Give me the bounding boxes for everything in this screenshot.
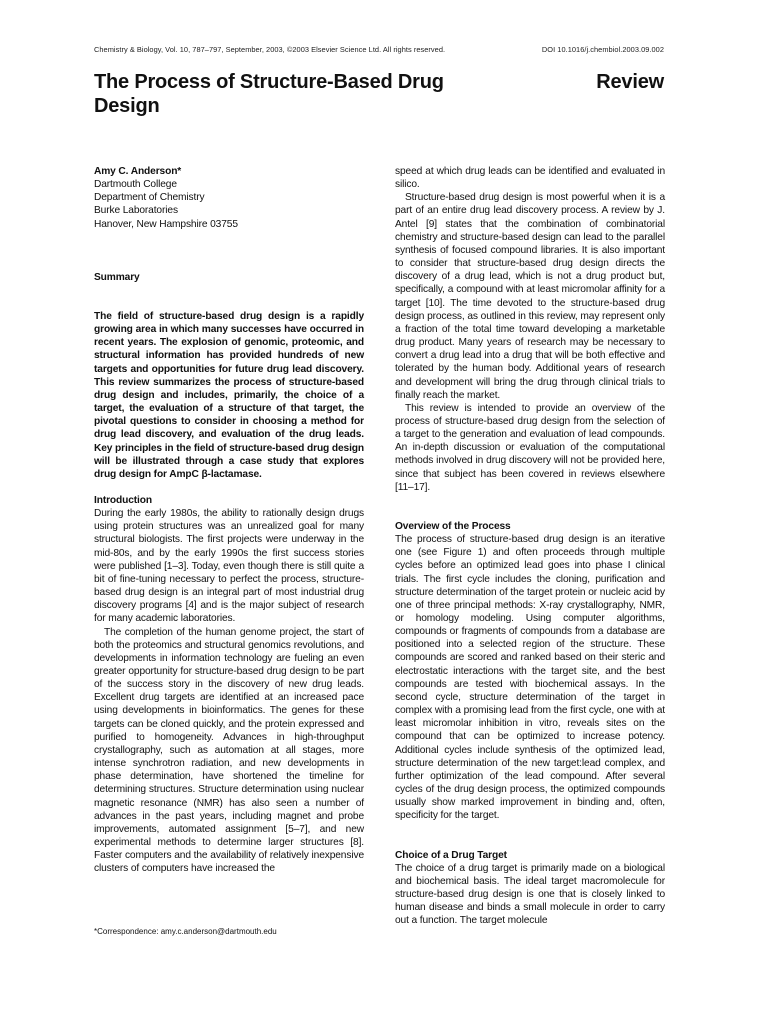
continued-paragraph: speed at which drug leads can be identified and evaluated in silico.	[395, 166, 665, 191]
affiliation-line: Dartmouth College	[94, 179, 177, 191]
journal-citation: Chemistry & Biology, Vol. 10, 787–797, September, 2003, ©2003 Elsevier Science Ltd. All rights reserved.	[94, 45, 446, 54]
left-column	[94, 165, 364, 876]
summary-heading: Summary	[94, 271, 140, 283]
author-name: Amy C. Anderson*	[94, 166, 182, 177]
article-title: The Process of Structure-Based Drug Design	[94, 71, 444, 117]
author-block	[94, 165, 364, 231]
body-paragraph: Structure-based drug design is most powerful when it is a part of an entire drug lead discovery process. A review by J. Antel [9] states that the combination of combinatorial chemistry and structure-based design can lead to the parallel synthesis of focused compound libraries. It is also important to consider that structure-based drug design directs the discovery of a drug lead, which is not a drug product but, specifically, a compound with at least micromolar affinity for a target [10]. The time devoted to the structure-based drug design process, as outlined in this review, may represent only a fraction of the total time toward developing a marketable drug product. Many years of research may be necessary to convert a drug lead into a drug that will be both effective and tolerated by the human body. Additional years of research and development will bring the drug through clinical trials to finally reach the market.	[395, 192, 665, 401]
introduction-paragraph: The completion of the human genome project, the start of both the proteomics and structural genomics revolutions, and developments in information technology are fueling an even greater opportunity for structure-based drug design to be part of the success story in the discovery of new drug leads. Excellent drug targets are identified at an increased pace using developments in bioinformatics. The genes for these targets can be cloned quickly, and the protein expressed and purified to homogeneity. Advances in high-throughput crystallography, such as automation at all stages, more intense synchrotron radiation, and new developments in phase determination, have shortened the timeline for determining structures. Structure determination using nuclear magnetic resonance (NMR) has also seen a number of advances in the past years, including magnet and probe improvements, automated assignment [5–7], and new experimental methods to determine larger structures [8]. Faster computers and the availability of relatively inexpensive clusters of computers have increased the	[94, 626, 364, 875]
affiliation-line: Department of Chemistry	[94, 192, 205, 204]
overview-paragraph: The process of structure-based drug design is an iterative one (see Figure 1) and often proceeds through multiple cycles before an optimized lead goes into phase I clinical trials. The first cycle includes the cloning, purification and structure determination of the target protein or nucleic acid by one of three principal methods: X-ray crystallography, NMR, or homology modeling. Using computer algorithms, compounds or fragments of compounds from a database are positioned into a selected region of the structure. These compounds are scored and ranked based on their steric and electrostatic interactions with the target site, and the best compounds are tested with biochemical assays. In the second cycle, structure determination of the target in complex with a promising lead from the first cycle, one with at least micromolar inhibition in vitro, reveals sites on the compound that can be optimized to increase potency. Additional cycles include synthesis of the optimized lead, structure determination of the new target:lead complex, and further optimization of the lead compound. After several cycles of the drug design process, the optimized compounds usually show marked improvement in binding and, often, specificity for the target.	[395, 534, 665, 822]
doi: DOI 10.1016/j.chembiol.2003.09.002	[541, 45, 664, 54]
choice-heading: Choice of a Drug Target	[395, 849, 507, 861]
summary-text: The field of structure-based drug design is a rapidly growing area in which many successes have occurred in recent years. The explosion of genomic, proteomic, and structural information has provided hundreds of new targets and opportunities for future drug lead discovery. This review summarizes the process of structure-based drug design and includes, primarily, the choice of a target, the evaluation of a structure of that target, the pivotal questions to consider in choosing a method for drug lead discovery, and evaluation of the drug leads. Key principles in the field of structure-based drug design will be illustrated through a case study that explores drug design for AmpC β-lactamase.	[94, 310, 364, 480]
affiliation-line: Burke Laboratories	[94, 205, 178, 217]
choice-paragraph: The choice of a drug target is primarily made on a biological and biochemical basis. The ideal target macromolecule for structure-based drug design is one that is closely linked to human disease and binds a small molecule in order to carry out a function. The target molecule	[395, 862, 665, 927]
introduction-paragraph: During the early 1980s, the ability to rationally design drugs using protein structures was an unrealized goal for many structural biologists. The first projects were underway in the mid-80s, and by the early 1990s the first success stories were published [1–3]. Today, even though there is still quite a bit of fine-tuning necessary to perfect the process, structure-based drug design is an integral part of most industrial drug discovery programs [4] and is the major subject of research for many academic laboratories.	[94, 508, 364, 625]
body-paragraph: This review is intended to provide an overview of the process of structure-based drug design from the selection of a target to the generation and evaluation of lead compounds. An in-depth discussion or evaluation of the computational methods involved in drug discovery will not be provided here, since that subject has been covered in reviews elsewhere [11–17].	[395, 402, 665, 493]
affiliation-line: Hanover, New Hampshire 03755	[94, 218, 238, 230]
summary-section	[94, 310, 364, 481]
running-head	[94, 45, 664, 54]
article-type-label: Review	[596, 71, 664, 93]
right-column	[395, 165, 665, 927]
introduction-heading: Introduction	[94, 494, 152, 506]
overview-heading: Overview of the Process	[395, 520, 511, 532]
correspondence-footnote: *Correspondence: amy.c.anderson@dartmouth.edu	[94, 927, 277, 936]
